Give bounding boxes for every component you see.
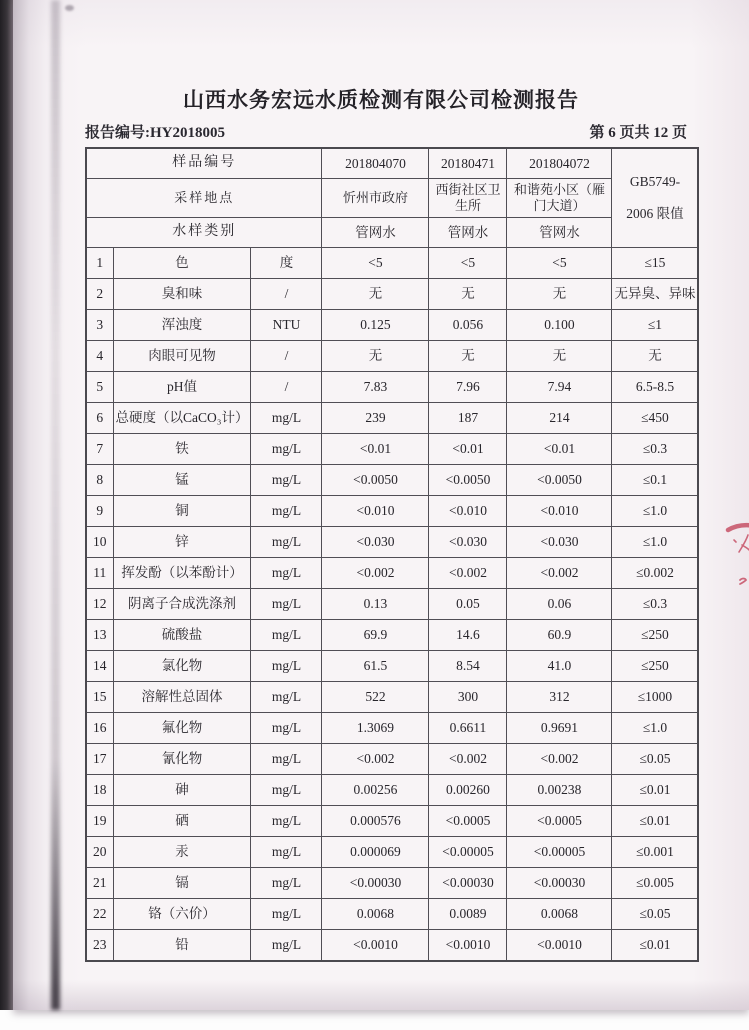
sample-3-value: 0.9691: [507, 713, 612, 744]
row-number: 21: [86, 868, 113, 899]
limit-value: ≤1000: [612, 682, 699, 713]
param-name: 汞: [113, 837, 251, 868]
sample-3-value: 无: [507, 279, 612, 310]
row-number: 19: [86, 806, 113, 837]
row-number: 5: [86, 372, 113, 403]
page-title: 山西水务宏远水质检测有限公司检测报告: [183, 89, 579, 112]
sample-1-value: <0.010: [322, 496, 429, 527]
param-name: 浑浊度: [113, 310, 251, 341]
sample-id-label: 样品编号: [86, 148, 322, 179]
sample-3-value: <0.00030: [507, 868, 612, 899]
limit-value: ≤1.0: [612, 713, 699, 744]
unit: mg/L: [251, 589, 322, 620]
table-row: [86, 713, 698, 744]
row-number: 15: [86, 682, 113, 713]
sample-3-value: 0.0068: [507, 899, 612, 930]
param-name: pH值: [113, 372, 251, 403]
red-pen-marks: [725, 520, 749, 598]
unit: mg/L: [251, 651, 322, 682]
unit: mg/L: [251, 744, 322, 775]
table-row: [86, 434, 698, 465]
param-name: 溶解性总固体: [113, 682, 251, 713]
unit: /: [251, 279, 322, 310]
sample-2-value: 无: [429, 279, 507, 310]
table-row: [86, 806, 698, 837]
unit: mg/L: [251, 620, 322, 651]
sample-type-2: 管网水: [429, 218, 507, 248]
table-row: [86, 651, 698, 682]
sample-2-value: 0.0089: [429, 899, 507, 930]
sample-3-value: <0.01: [507, 434, 612, 465]
table-row: [86, 589, 698, 620]
table-row: [86, 744, 698, 775]
limit-value: ≤0.001: [612, 837, 699, 868]
param-name: 氰化物: [113, 744, 251, 775]
param-name: 铬（六价）: [113, 899, 251, 930]
sample-2-value: <0.00030: [429, 868, 507, 899]
unit: mg/L: [251, 527, 322, 558]
table-row: [86, 527, 698, 558]
limit-value: ≤250: [612, 620, 699, 651]
limit-column-header: [612, 148, 699, 248]
sample-3-value: 41.0: [507, 651, 612, 682]
param-name: 总硬度（以CaCO₃计）: [113, 403, 251, 434]
sample-id-3: 201804072: [507, 148, 612, 179]
param-name: 硫酸盐: [113, 620, 251, 651]
location-1: 忻州市政府: [322, 179, 429, 218]
unit: mg/L: [251, 868, 322, 899]
limit-value: ≤250: [612, 651, 699, 682]
sample-1-value: <0.0050: [322, 465, 429, 496]
sample-id-2: 20180471: [429, 148, 507, 179]
limit-value: ≤0.05: [612, 899, 699, 930]
sample-2-value: 0.6611: [429, 713, 507, 744]
limit-value: ≤1.0: [612, 496, 699, 527]
unit: mg/L: [251, 682, 322, 713]
table-row: [86, 682, 698, 713]
sample-3-value: <0.002: [507, 744, 612, 775]
limit-value: ≤1: [612, 310, 699, 341]
limit-value: ≤0.1: [612, 465, 699, 496]
param-name: 肉眼可见物: [113, 341, 251, 372]
sample-2-value: 300: [429, 682, 507, 713]
row-number: 1: [86, 248, 113, 279]
param-name: 色: [113, 248, 251, 279]
row-number: 23: [86, 930, 113, 962]
row-number: 7: [86, 434, 113, 465]
table-row: [86, 248, 698, 279]
param-name: 铜: [113, 496, 251, 527]
sample-2-value: 0.056: [429, 310, 507, 341]
unit: mg/L: [251, 496, 322, 527]
sample-type-row: [86, 218, 698, 248]
table-row: [86, 279, 698, 310]
table-row: [86, 775, 698, 806]
sample-3-value: 无: [507, 341, 612, 372]
location-label: 采样地点: [86, 179, 322, 218]
unit: mg/L: [251, 930, 322, 962]
page-crease-shadow: [51, 0, 60, 1010]
sample-type-3: 管网水: [507, 218, 612, 248]
unit: mg/L: [251, 837, 322, 868]
param-name: 挥发酚（以苯酚计）: [113, 558, 251, 589]
row-number: 8: [86, 465, 113, 496]
location-3: 和谐苑小区（雁门大道）: [507, 179, 612, 218]
param-name: 硒: [113, 806, 251, 837]
table-row: [86, 341, 698, 372]
sample-1-value: 1.3069: [322, 713, 429, 744]
row-number: 18: [86, 775, 113, 806]
param-name: 镉: [113, 868, 251, 899]
row-number: 9: [86, 496, 113, 527]
report-page: [13, 0, 749, 1010]
sample-type-1: 管网水: [322, 218, 429, 248]
sample-id-row: [86, 148, 698, 179]
page-indicator: 第 6 页共 12 页: [589, 125, 687, 141]
limit-value: 无异臭、异味: [612, 279, 699, 310]
pen-scribble: [740, 579, 746, 585]
table-rows: [86, 248, 698, 962]
limit-value: ≤0.01: [612, 775, 699, 806]
unit: /: [251, 372, 322, 403]
row-number: 11: [86, 558, 113, 589]
table-row: [86, 930, 698, 962]
limit-value: ≤0.005: [612, 868, 699, 899]
sample-3-value: <0.030: [507, 527, 612, 558]
sample-1-value: <0.002: [322, 558, 429, 589]
pen-tick-stroke: [734, 535, 749, 552]
sample-type-label: 水样类别: [86, 218, 322, 248]
sample-3-value: 60.9: [507, 620, 612, 651]
sample-2-value: 无: [429, 341, 507, 372]
param-name: 氟化物: [113, 713, 251, 744]
limit-value: ≤0.01: [612, 930, 699, 962]
row-number: 2: [86, 279, 113, 310]
sample-3-value: 312: [507, 682, 612, 713]
sample-1-value: 7.83: [322, 372, 429, 403]
sample-2-value: <0.002: [429, 744, 507, 775]
report-meta: [85, 121, 687, 142]
param-name: 氯化物: [113, 651, 251, 682]
results-table: [85, 147, 699, 962]
report-number: 报告编号:HY2018005: [85, 125, 225, 141]
limit-value: ≤0.3: [612, 589, 699, 620]
limit-value: ≤0.3: [612, 434, 699, 465]
sample-2-value: <0.0050: [429, 465, 507, 496]
row-number: 4: [86, 341, 113, 372]
sample-2-value: 14.6: [429, 620, 507, 651]
limit-standard-code: GB5749-: [629, 174, 681, 190]
sample-1-value: 0.00256: [322, 775, 429, 806]
row-number: 12: [86, 589, 113, 620]
unit: mg/L: [251, 713, 322, 744]
table-row: [86, 496, 698, 527]
sample-1-value: 无: [322, 279, 429, 310]
row-number: 10: [86, 527, 113, 558]
table-row: [86, 310, 698, 341]
sample-1-value: 69.9: [322, 620, 429, 651]
param-name: 锰: [113, 465, 251, 496]
sample-1-value: 0.125: [322, 310, 429, 341]
sample-1-value: 0.000576: [322, 806, 429, 837]
row-number: 6: [86, 403, 113, 434]
table-row: [86, 837, 698, 868]
param-name: 铅: [113, 930, 251, 962]
table-row: [86, 868, 698, 899]
pen-dash-stroke: [728, 525, 749, 530]
sample-2-value: 8.54: [429, 651, 507, 682]
sample-2-value: <0.0005: [429, 806, 507, 837]
sample-3-value: 214: [507, 403, 612, 434]
sample-3-value: <0.0050: [507, 465, 612, 496]
limit-standard-year: 2006 限值: [626, 206, 684, 221]
sample-3-value: 7.94: [507, 372, 612, 403]
sample-3-value: <0.0005: [507, 806, 612, 837]
param-name: 阴离子合成洗涤剂: [113, 589, 251, 620]
sample-3-value: 0.00238: [507, 775, 612, 806]
limit-value: ≤15: [612, 248, 699, 279]
sample-1-value: <0.030: [322, 527, 429, 558]
unit: mg/L: [251, 434, 322, 465]
sample-3-value: <0.00005: [507, 837, 612, 868]
sample-2-value: <0.00005: [429, 837, 507, 868]
sample-1-value: <0.00030: [322, 868, 429, 899]
limit-value: ≤0.05: [612, 744, 699, 775]
sample-3-value: 0.100: [507, 310, 612, 341]
param-name: 臭和味: [113, 279, 251, 310]
unit: mg/L: [251, 558, 322, 589]
param-name: 砷: [113, 775, 251, 806]
sample-1-value: <0.002: [322, 744, 429, 775]
location-row: [86, 179, 698, 218]
sample-1-value: 无: [322, 341, 429, 372]
scanner-bed-edge: [0, 0, 13, 1010]
sample-2-value: <5: [429, 248, 507, 279]
unit: /: [251, 341, 322, 372]
limit-value: 无: [612, 341, 699, 372]
unit: mg/L: [251, 899, 322, 930]
sample-id-1: 201804070: [322, 148, 429, 179]
sample-3-value: <0.002: [507, 558, 612, 589]
unit: mg/L: [251, 403, 322, 434]
table-row: [86, 620, 698, 651]
row-number: 17: [86, 744, 113, 775]
limit-value: ≤0.002: [612, 558, 699, 589]
row-number: 13: [86, 620, 113, 651]
sample-1-value: 522: [322, 682, 429, 713]
unit: NTU: [251, 310, 322, 341]
unit: mg/L: [251, 775, 322, 806]
sample-1-value: 0.000069: [322, 837, 429, 868]
unit: mg/L: [251, 465, 322, 496]
row-number: 3: [86, 310, 113, 341]
sample-1-value: 61.5: [322, 651, 429, 682]
sample-1-value: <5: [322, 248, 429, 279]
sample-3-value: <0.010: [507, 496, 612, 527]
row-number: 22: [86, 899, 113, 930]
param-name: 锌: [113, 527, 251, 558]
sample-2-value: 0.00260: [429, 775, 507, 806]
row-number: 14: [86, 651, 113, 682]
param-name: 铁: [113, 434, 251, 465]
location-2: 西街社区卫生所: [429, 179, 507, 218]
sample-2-value: 7.96: [429, 372, 507, 403]
sample-3-value: 0.06: [507, 589, 612, 620]
sample-2-value: <0.010: [429, 496, 507, 527]
table-row: [86, 465, 698, 496]
sample-3-value: <0.0010: [507, 930, 612, 962]
table-row: [86, 403, 698, 434]
sample-2-value: 187: [429, 403, 507, 434]
sample-2-value: <0.0010: [429, 930, 507, 962]
limit-value: ≤1.0: [612, 527, 699, 558]
sample-1-value: <0.01: [322, 434, 429, 465]
sample-1-value: 0.0068: [322, 899, 429, 930]
sample-2-value: 0.05: [429, 589, 507, 620]
sample-2-value: <0.030: [429, 527, 507, 558]
sample-1-value: <0.0010: [322, 930, 429, 962]
unit: mg/L: [251, 806, 322, 837]
scan-smudge: [65, 5, 74, 11]
row-number: 20: [86, 837, 113, 868]
sample-2-value: <0.002: [429, 558, 507, 589]
unit: 度: [251, 248, 322, 279]
sample-1-value: 0.13: [322, 589, 429, 620]
sample-2-value: <0.01: [429, 434, 507, 465]
limit-value: ≤450: [612, 403, 699, 434]
table-row: [86, 558, 698, 589]
sample-1-value: 239: [322, 403, 429, 434]
sample-3-value: <5: [507, 248, 612, 279]
limit-value: 6.5-8.5: [612, 372, 699, 403]
table-row: [86, 372, 698, 403]
table-row: [86, 899, 698, 930]
limit-value: ≤0.01: [612, 806, 699, 837]
row-number: 16: [86, 713, 113, 744]
